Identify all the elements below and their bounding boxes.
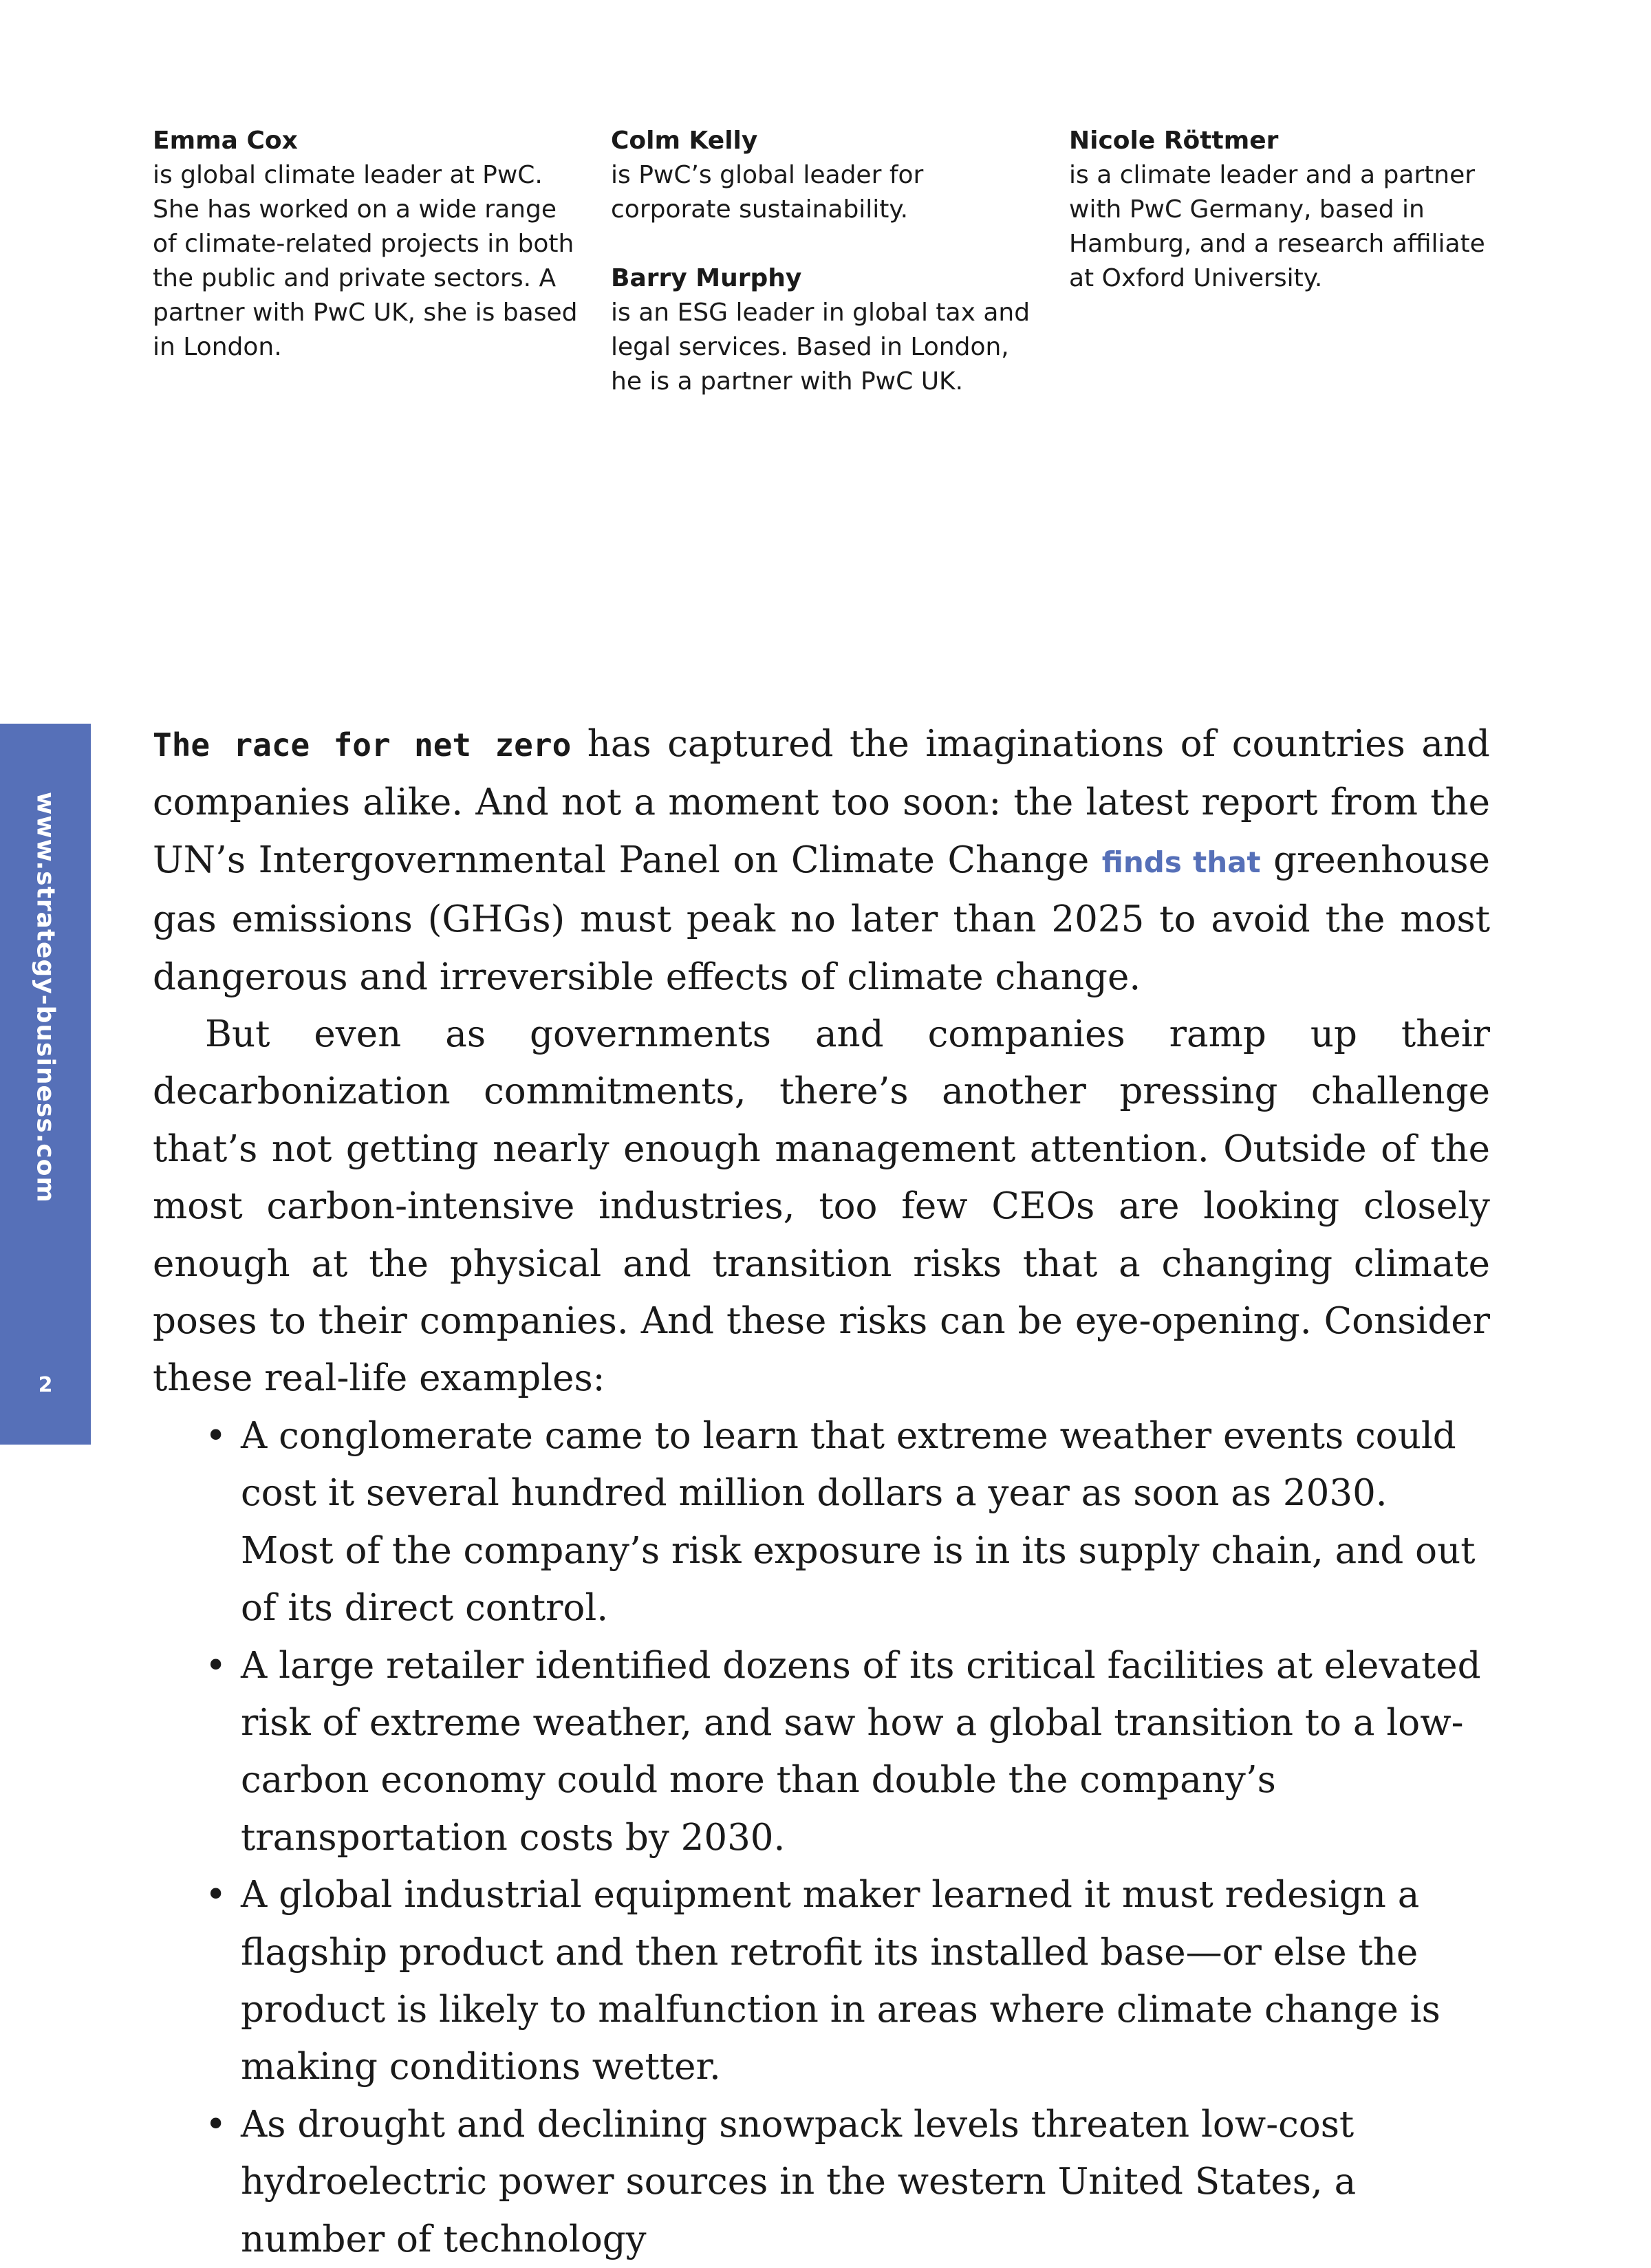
author-name: Colm Kelly (611, 127, 758, 155)
author-block (1069, 124, 1496, 296)
author-bio: is a climate leader and a partner with PwC Germany, based in Hamburg, and a research affiliate at Oxford University. (1069, 161, 1485, 292)
author-bios (153, 124, 1501, 413)
author-column-1 (153, 124, 579, 365)
page-number: 2 (38, 1373, 53, 1397)
list-item: • As drought and declining snowpack levels threaten low-cost hydroelectric power sources in the western United States, a number of technology (241, 2096, 1490, 2268)
list-item: • A large retailer identified dozens of its critical facilities at elevated risk of extreme weather, and saw how a global transition to a low-carbon economy could more than double the company’s transportation costs by 2030. (241, 1637, 1490, 1867)
findings-link[interactable]: finds that (1101, 845, 1261, 879)
author-block (153, 124, 579, 365)
article-body (153, 715, 1490, 2268)
author-name: Emma Cox (153, 127, 298, 155)
author-bio: is an ESG leader in global tax and legal services. Based in London, he is a partner with PwC UK. (611, 299, 1030, 396)
author-name: Barry Murphy (611, 264, 802, 292)
sidebar-url[interactable]: www.strategy-business.com (31, 792, 60, 1203)
lead-in: The race for net zero (153, 726, 572, 764)
examples-list (153, 1407, 1490, 2268)
article-paragraph-2: But even as governments and companies ramp up their decarbonization commitments, there’s another pressing challenge that’s not getting nearly enough management attention. Outside of the most carbon-intensive industries, too few CEOs are looking closely enough at the physical and transition risks that a changing climate poses to their companies. And these risks can be eye-opening. Consider these real-life examples: (153, 1013, 1490, 1400)
author-column-3 (1069, 124, 1496, 296)
author-block (611, 124, 1037, 227)
author-bio: is PwC’s global leader for corporate sustainability. (611, 161, 924, 224)
author-bio: is global climate leader at PwC. She has worked on a wide range of climate-related projects in both the public and private sectors. A partner with PwC UK, she is based in London. (153, 161, 578, 361)
author-name: Nicole Röttmer (1069, 127, 1279, 155)
list-item: • A conglomerate came to learn that extreme weather events could cost it several hundred million dollars a year as soon as 2030. Most of the company’s risk exposure is in its supply chain, and out of its direct control. (241, 1407, 1490, 1637)
list-item: • A global industrial equipment maker learned it must redesign a flagship product and then retrofit its installed base—or else the product is likely to malfunction in areas where climate change is making conditions wetter. (241, 1866, 1490, 2096)
author-column-2 (611, 124, 1037, 399)
article-paragraph-1 (153, 715, 1490, 1006)
author-block (611, 261, 1037, 399)
paragraph-text: greenhouse gas emissions (GHGs) must peak no later than 2025 to avoid the most dangerous and irreversible effects of climate change. (153, 839, 1490, 998)
paragraph-text: has captured the imaginations of countries and companies alike. And not a moment too soon: the latest report from the UN’s Intergovernmental Panel on Climate Change (153, 723, 1490, 881)
